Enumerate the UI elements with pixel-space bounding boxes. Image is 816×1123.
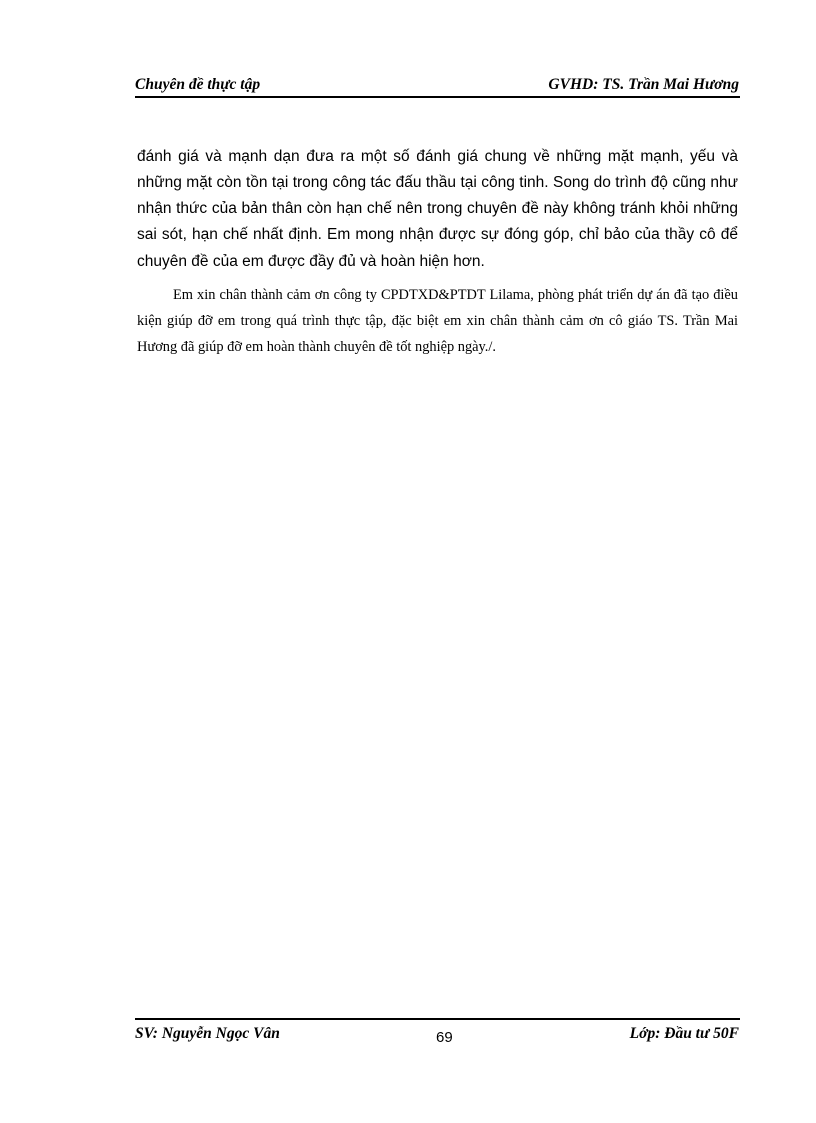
page-number: 69: [436, 1029, 453, 1046]
body-paragraph-2: Em xin chân thành cảm ơn công ty CPDTXD&PTDT Lilama, phòng phát triển dự án đã tạo điều kiện giúp đỡ em trong quá trình thực tập, đặc biệt em xin chân thành cảm ơn cô giáo TS. Trần Mai Hương đã giúp đỡ em hoàn thành chuyên đề tốt nghiệp ngày./.: [137, 287, 738, 356]
footer-class: Lớp: Đầu tư 50F: [629, 1025, 739, 1042]
footer-rule: [135, 1018, 740, 1020]
page-footer: [135, 1024, 739, 1046]
body-paragraph-1: đánh giá và mạnh dạn đưa ra một số đánh giá chung về những mặt mạnh, yếu và những mặt còn tồn tại trong công tác đấu thầu tại công tinh. Song do trình độ cũng như nhận thức của bản thân còn hạn chế nên trong chuyên đề này không tránh khỏi những sai sót, hạn chế nhất định. Em mong nhận được sự đóng góp, chỉ bảo của thầy cô để chuyên đề của em được đầy đủ và hoàn hiện hơn.: [137, 147, 738, 270]
header-supervisor: GVHD: TS. Trần Mai Hương: [548, 76, 739, 93]
header-title: Chuyên đề thực tập: [135, 76, 261, 93]
header-rule: [135, 96, 740, 98]
page-header: [135, 76, 739, 94]
footer-student: SV: Nguyễn Ngọc Vân: [135, 1025, 280, 1042]
